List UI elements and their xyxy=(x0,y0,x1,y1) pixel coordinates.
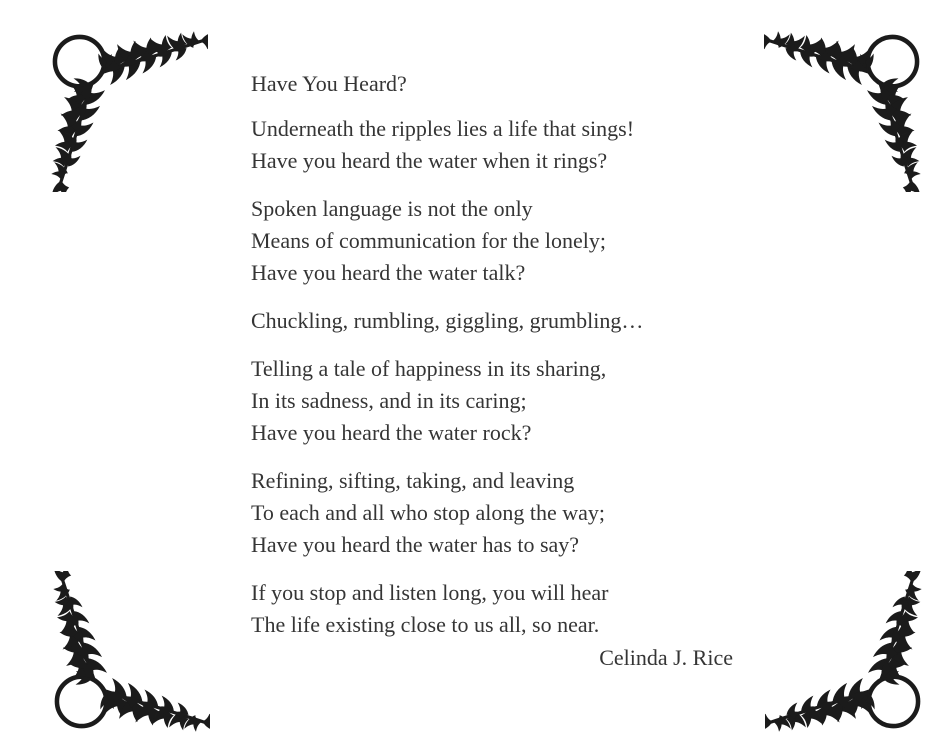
poem-line: To each and all who stop along the way; xyxy=(251,500,606,525)
poem-line: In its sadness, and in its caring; xyxy=(251,388,527,413)
poem-title: Have You Heard? xyxy=(251,71,407,96)
poem-line: Means of communication for the lonely; xyxy=(251,228,606,253)
stanza-4 xyxy=(251,353,733,449)
stanza-6 xyxy=(251,577,733,641)
laurel-flourish-bottom-left-icon xyxy=(52,571,210,733)
stanza-5 xyxy=(251,465,733,561)
stanza-3 xyxy=(251,305,733,337)
poem-line: Spoken language is not the only xyxy=(251,196,533,221)
laurel-flourish-top-left-icon xyxy=(50,30,208,192)
poem-author: Celinda J. Rice xyxy=(599,645,733,670)
laurel-flourish-bottom-right-icon xyxy=(765,571,923,733)
poem-line: Have you heard the water rock? xyxy=(251,420,532,445)
poem-line: Telling a tale of happiness in its sharing, xyxy=(251,356,607,381)
poem-line: Have you heard the water has to say? xyxy=(251,532,580,557)
poem-line: If you stop and listen long, you will hear xyxy=(251,580,609,605)
poem-line: Have you heard the water when it rings? xyxy=(251,148,608,173)
poem-text-block xyxy=(251,68,733,674)
poem-line: Chuckling, rumbling, giggling, grumbling… xyxy=(251,308,644,333)
stanza-2 xyxy=(251,193,733,289)
stanza-1 xyxy=(251,113,733,177)
poem-line: The life existing close to us all, so near. xyxy=(251,612,600,637)
laurel-flourish-top-right-icon xyxy=(764,30,922,192)
poem-line: Refining, sifting, taking, and leaving xyxy=(251,468,575,493)
poem-line: Have you heard the water talk? xyxy=(251,260,526,285)
poem-line: Underneath the ripples lies a life that sings! xyxy=(251,116,635,141)
